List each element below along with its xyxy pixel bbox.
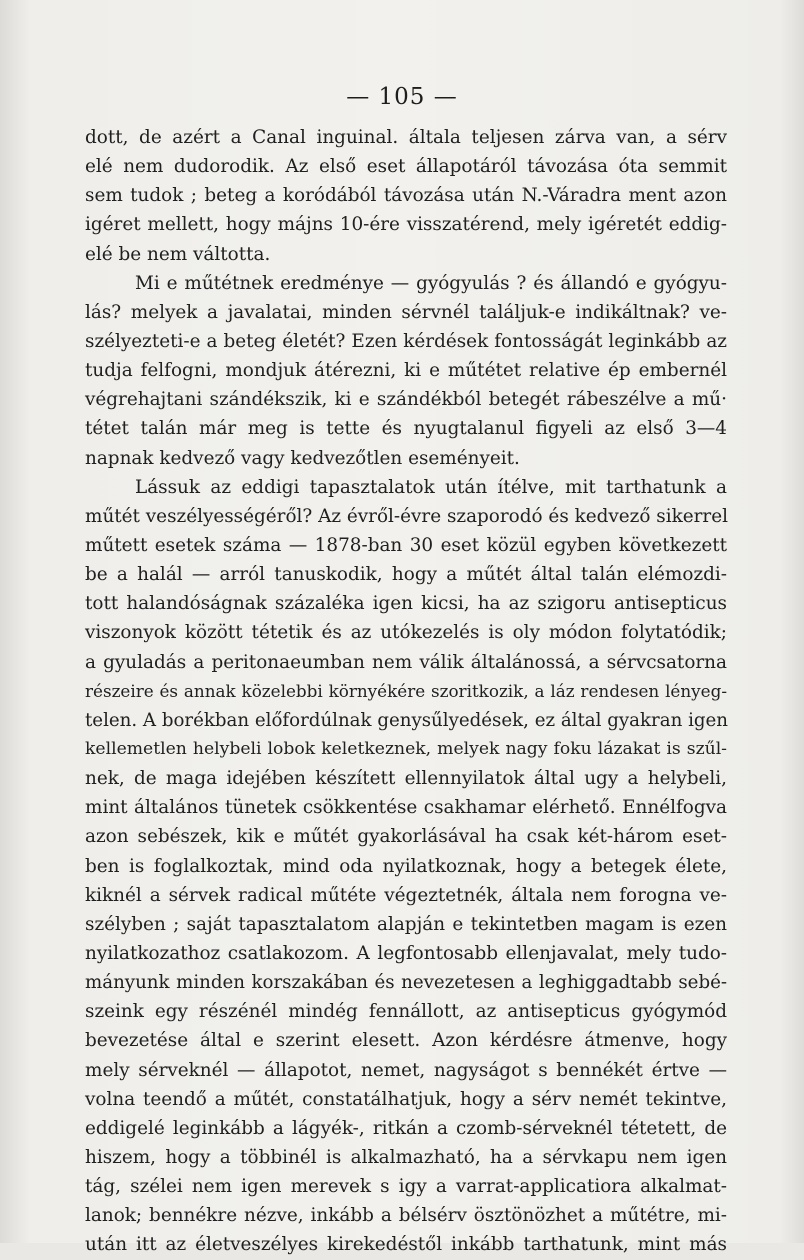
text-line: tudja felfogni, mondjuk átérezni, ki e műtétet relative ép embernél	[85, 360, 727, 382]
text-line: mint általános tünetek csökkentése csakhamar elérhető. Ennélfogva	[85, 797, 727, 819]
text-line: szélyben ; saját tapasztalatom alapján e tekintetben magam is ezen	[85, 913, 727, 935]
text-line: volna teendő a műtét, constatálhatjuk, hogy a sérv nemét tekintve,	[85, 1088, 727, 1110]
text-line: tág, szélei nem igen merevek s igy a varrat-applicatiora alkalmat-	[85, 1176, 727, 1198]
text-line: tott halandóságnak százaléka igen kicsi, ha az szigoru antisepticus	[85, 593, 727, 615]
text-line: mely sérveknél — állapotot, nemet, nagyságot s bennékét értve —	[85, 1059, 727, 1081]
text-line: végrehajtani szándékszik, ki e szándékból betegét rábeszélve a mű·	[85, 389, 727, 411]
text-line: műtett esetek száma — 1878-ban 30 eset közül egyben következett	[85, 534, 727, 556]
text-line: részeire és annak közelebbi környékére szoritkozik, a láz rendesen lényeg-	[85, 680, 727, 701]
text-line: azon sebészek, kik e műtét gyakorlásával ha csak két-három eset-	[85, 826, 727, 848]
text-line: elé nem dudorodik. Az első eset állapotáról távozása óta semmit	[85, 156, 727, 178]
text-line: lás? melyek a javalatai, minden sérvnél találjuk-e indikáltnak? ve-	[85, 301, 727, 323]
text-line: eddigelé leginkább a lágyék-, ritkán a czomb-sérveknél tétetett, de	[85, 1117, 727, 1139]
text-line: igéret mellett, hogy májns 10-ére visszatérend, mely igéretét eddig-	[85, 214, 727, 236]
text-line: nek, de maga idejében készített ellennyilatok által ugy a helybeli,	[85, 768, 727, 790]
text-line: tétet talán már meg is tette és nyugtalanul figyeli az első 3—4	[85, 418, 727, 440]
text-line: bevezetése által e szerint elesett. Azon kérdésre átmenve, hogy	[85, 1030, 727, 1052]
text-line: elé be nem váltotta.	[85, 243, 271, 265]
text-line: mányunk minden korszakában és nevezetesen a leghiggadtabb sebé-	[85, 972, 727, 994]
text-line: Lássuk az eddigi tapasztalatok után ítélve, mit tarthatunk a	[135, 476, 727, 498]
text-line: szélyezteti-e a beteg életét? Ezen kérdések fontosságát leginkább az	[85, 330, 727, 352]
text-line: napnak kedvező vagy kedvezőtlen eseményeit.	[85, 447, 520, 469]
text-line: kellemetlen helybeli lobok keletkeznek, melyek nagy foku lázakat is szűl-	[85, 738, 727, 759]
text-line: kiknél a sérvek radical műtéte végeztetnék, általa nem forogna ve-	[85, 884, 727, 906]
text-line: műtét veszélyességéről? Az évről-évre szaporodó és kedvező sikerrel	[85, 505, 728, 527]
text-line: telen. A borékban előfordúlnak genysűlyedések, ez által gyakran igen	[85, 709, 729, 731]
text-line: ben is foglalkoztak, mind oda nyilatkoznak, hogy a betegek élete,	[85, 855, 727, 877]
text-line: a gyuladás a peritonaeumban nem válik általánossá, a sérvcsatorna	[85, 651, 727, 673]
text-line: Mi e műtétnek eredménye — gyógyulás ? és állandó e gyógyu-	[135, 272, 727, 294]
text-line: szeink egy részénél mindég fennállott, az antisepticus gyógymód	[85, 1001, 727, 1023]
text-line: dott, de azért a Canal inguinal. általa teljesen zárva van, a sérv	[85, 127, 727, 148]
text-line: sem tudok ; beteg a koródából távozása után N.-Váradra ment azon	[85, 185, 727, 207]
text-line: után itt az életveszélyes kirekedéstől inkább tarthatunk, mint más	[85, 1234, 727, 1256]
text-line: nyilatkozathoz csatlakozom. A legfontosabb ellenjavalat, mely tudo-	[85, 942, 727, 964]
text-line: viszonyok között tétetik és az utókezelés is oly módon folytatódik;	[85, 622, 727, 644]
text-line: be a halál — arról tanuskodik, hogy a műtét által talán elémozdi-	[85, 564, 727, 586]
body-text	[85, 123, 727, 1259]
text-line: lanok; bennékre nézve, inkább a bélsérv ösztönözhet a műtétre, mi-	[85, 1205, 727, 1227]
text-line: hiszem, hogy a többinél is alkalmazható, ha a sérvkapu nem igen	[85, 1146, 727, 1168]
page-number: — 105 —	[346, 84, 458, 110]
